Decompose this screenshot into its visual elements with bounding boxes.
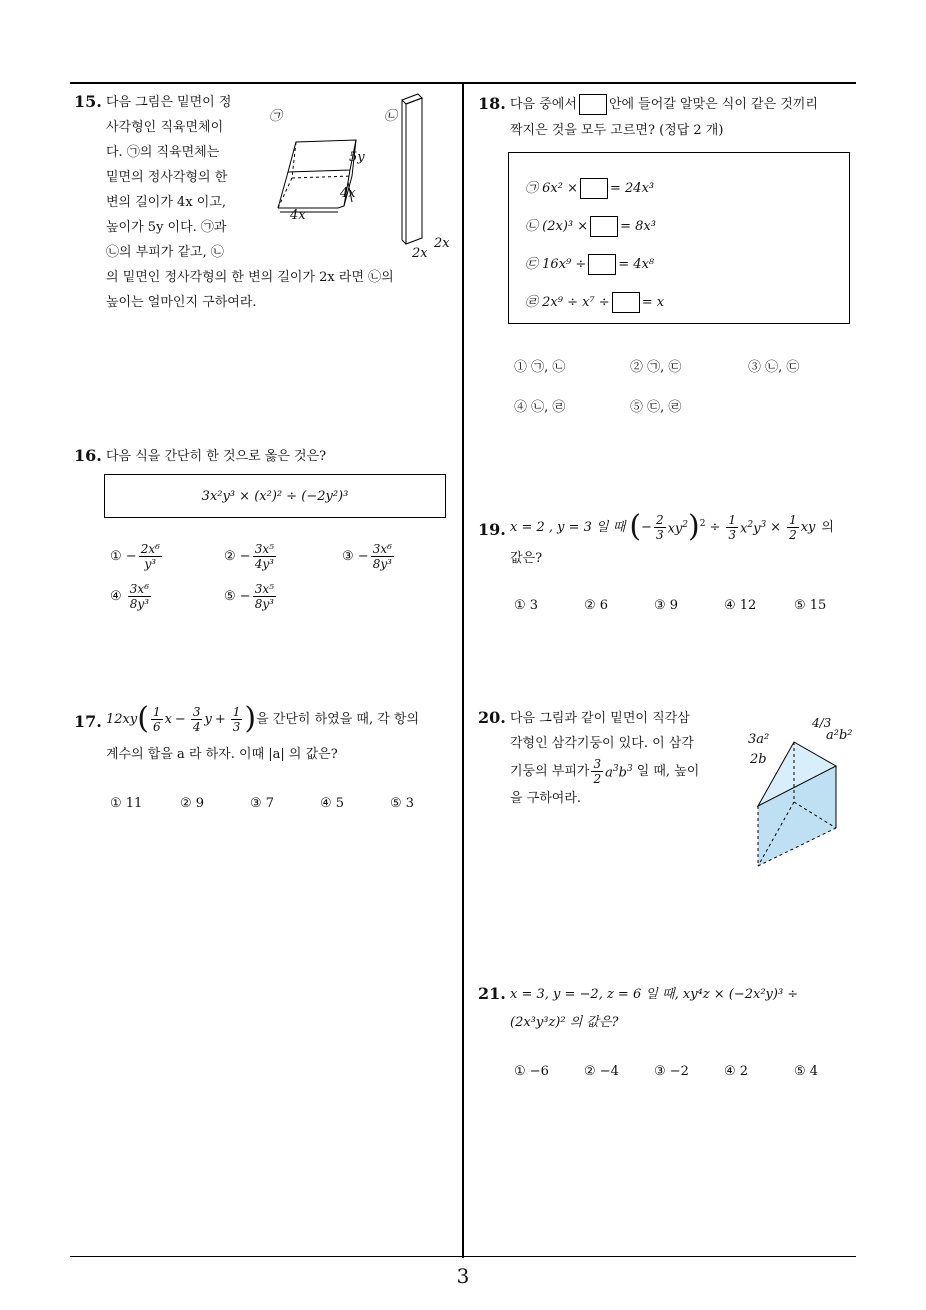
option-1[interactable]: ① 3 bbox=[514, 598, 539, 613]
items-box bbox=[508, 152, 850, 324]
option-2[interactable]: ② − $\frac{\text{3x⁵}}{\text{4y³}}$ bbox=[224, 542, 274, 571]
expression-box: 3x²y³ × (x²)² ÷ (−2y²)³ bbox=[104, 474, 446, 518]
option-2[interactable]: ② ㉠, ㉢ bbox=[630, 360, 682, 375]
option-4[interactable]: ④ 5 bbox=[320, 796, 345, 811]
option-5[interactable]: ⑤ 15 bbox=[794, 598, 827, 613]
question-text: 다음 식을 간단히 한 것으로 옳은 것은? bbox=[106, 449, 327, 464]
option-5[interactable]: ⑤ ㉢, ㉣ bbox=[630, 400, 682, 415]
question-number: 21. bbox=[478, 984, 506, 1003]
option-4[interactable]: ④ 12 bbox=[724, 598, 757, 613]
option-1[interactable]: ① ㉠, ㉡ bbox=[514, 360, 566, 375]
answer-blank bbox=[579, 94, 607, 115]
dimension-5y: 5y bbox=[349, 150, 365, 165]
item-a: ㉠ 6x² × = 24x³ bbox=[525, 177, 654, 199]
question-line-2: 짝지은 것을 모두 고르면? (정답 2 개) bbox=[510, 123, 724, 138]
option-2[interactable]: ② 9 bbox=[180, 796, 205, 811]
question-number: 20. bbox=[478, 708, 506, 727]
dimension-4x-bottom: 4x bbox=[290, 208, 306, 223]
figure-label-a: ㉠ bbox=[269, 109, 283, 124]
question-text: 다음 그림은 밑면이 정 사각형인 직육면체이 다. ㉠의 직육면체는 밑면의 정사각형의 한 변의 길이가 4x 이고, 높이가 5y 이다. ㉠과 ㉡의 부피가 같고, ㉡ bbox=[106, 95, 232, 260]
option-3[interactable]: ③ 9 bbox=[654, 598, 679, 613]
item-d: ㉣ 2x⁹ ÷ x⁷ ÷ = x bbox=[525, 291, 664, 313]
question-number: 16. bbox=[74, 446, 102, 465]
label-3a2: 3a² bbox=[748, 732, 770, 747]
question-20 bbox=[478, 706, 863, 876]
question-17 bbox=[74, 701, 459, 824]
option-2[interactable]: ② −4 bbox=[584, 1064, 619, 1079]
option-1[interactable]: ① − $\frac{\text{2x⁶}}{\text{y³}}$ bbox=[110, 542, 160, 571]
option-1[interactable]: ① 11 bbox=[110, 796, 143, 811]
question-line-2: (2x³y³z)² 의 값은? bbox=[510, 1015, 619, 1030]
dimension-2x-b: 2x bbox=[434, 236, 450, 251]
question-line-1: x = 2 , y = 3 일 때 ( − $\frac{2}{3}$ $xy^2$ ) 2 ÷ $\frac{1}{3}$ $x^2y^3$ × $\frac{1}{2}$ xy 의 bbox=[510, 509, 834, 544]
question-19 bbox=[478, 509, 858, 622]
question-18 bbox=[478, 92, 858, 422]
question-21 bbox=[478, 982, 863, 1092]
question-line-2: 값은? bbox=[510, 551, 543, 566]
item-c: ㉢ 16x⁹ ÷ = 4x⁸ bbox=[525, 253, 654, 275]
option-4[interactable]: ④ ㉡, ㉣ bbox=[514, 400, 566, 415]
page-number: 3 bbox=[456, 1264, 470, 1288]
option-3[interactable]: ③ ㉡, ㉢ bbox=[748, 360, 800, 375]
option-3[interactable]: ③ −2 bbox=[654, 1064, 689, 1079]
dimension-4x-side: 4x bbox=[340, 186, 356, 201]
triangular-prism-figure bbox=[748, 726, 858, 871]
label-2b: 2b bbox=[750, 752, 767, 767]
item-b: ㉡ (2x)³ × = 8x³ bbox=[525, 215, 656, 237]
bottom-rule bbox=[70, 1256, 856, 1257]
question-number: 17. bbox=[74, 712, 102, 731]
question-text: 다음 그림과 같이 밑면이 직각삼 각형인 삼각기둥이 있다. 이 삼각 기둥의 부피가 $\frac{3}{2}$ $a^3b^3$ 일 때, 높이 을 구하여라. bbox=[510, 711, 700, 806]
option-5[interactable]: ⑤ 3 bbox=[390, 796, 415, 811]
question-number: 18. bbox=[478, 94, 506, 113]
question-16 bbox=[74, 444, 459, 634]
question-line-2: 계수의 합을 a 라 하자. 이때 |a| 의 값은? bbox=[106, 747, 338, 762]
question-number: 15. bbox=[74, 92, 102, 111]
option-3[interactable]: ③ − $\frac{\text{3x⁶}}{\text{8y³}}$ bbox=[342, 542, 392, 571]
column-divider bbox=[462, 82, 464, 1258]
question-line-1: 12xy ( $\frac{1}{6}$ x − $\frac{3}{4}$ y + $\frac{1}{3}$ ) 을 간단히 하였을 때, 각 항의 bbox=[106, 701, 420, 736]
dimension-2x-a: 2x bbox=[412, 246, 428, 261]
cuboid-figure bbox=[256, 90, 456, 260]
option-1[interactable]: ① −6 bbox=[514, 1064, 549, 1079]
label-four-thirds: 4/3 bbox=[812, 716, 832, 730]
option-5[interactable]: ⑤ 4 bbox=[794, 1064, 819, 1079]
option-4[interactable]: ④ $\frac{\text{3x⁶}}{\text{8y³}}$ bbox=[110, 582, 150, 611]
question-15: 15. 다음 그림은 밑면이 정 사각형인 직육면체이 다. ㉠의 직육면체는 밑면의 정사각형의 한 변의 길이가 4x 이고, 높이가 5y 이다. ㉠과 ㉡의 부피가 같고, ㉡ 의 밑면인 정사각형의 한 변의 길이가 2x 라면 ㉡의 높이는 얼마인지 구하여라. ㉠ ㉡ 5y 4x 4x 2x 2x bbox=[74, 90, 459, 330]
question-line-1: 다음 중에서 안에 들어갈 알맞은 식이 같은 것끼리 bbox=[510, 92, 818, 117]
option-3[interactable]: ③ 7 bbox=[250, 796, 275, 811]
option-2[interactable]: ② 6 bbox=[584, 598, 609, 613]
label-a2b2: a²b² bbox=[826, 728, 853, 743]
figure-label-b: ㉡ bbox=[384, 109, 398, 124]
option-5[interactable]: ⑤ − $\frac{\text{3x⁵}}{\text{8y³}}$ bbox=[224, 582, 274, 611]
option-4[interactable]: ④ 2 bbox=[724, 1064, 749, 1079]
question-line-1: x = 3, y = −2, z = 6 일 때, xy⁴z × (−2x²y)³ ÷ bbox=[510, 987, 799, 1002]
question-number: 19. bbox=[478, 520, 506, 539]
